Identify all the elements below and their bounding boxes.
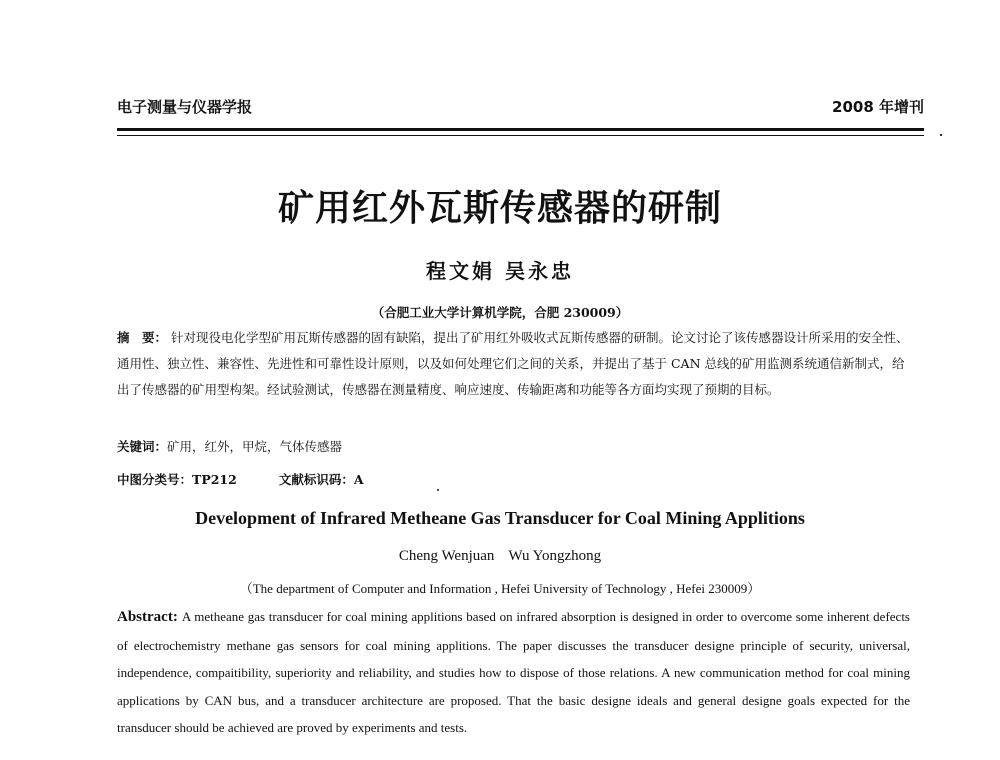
abstract-cn-text: 针对现役电化学型矿用瓦斯传感器的固有缺陷，提出了矿用红外吸收式瓦斯传感器的研制。论文讨论了该传感器设计所采用的安全性、通用性、独立性、兼容性、先进性和可靠性设计原则，以及如何处理它们之间的关系，并提出了基于 CAN 总线的矿用监测系统通信新制式，给出了传感器的矿用型构架。经试验测试，传感器在测量精度、响应速度、传输距离和功能等各方面均实现了预期的目标。 bbox=[117, 330, 909, 397]
issue-label: 2008 年增刊 bbox=[832, 98, 924, 116]
abstract-en-label: Abstract: bbox=[117, 609, 178, 625]
header-rule-thick bbox=[117, 128, 924, 131]
authors-cn: 程文娟 吴永忠 bbox=[426, 259, 574, 283]
header-rule-thin bbox=[117, 135, 924, 136]
affiliation-cn: （合肥工业大学计算机学院，合肥 230009） bbox=[371, 305, 629, 320]
author-en-2: Wu Yongzhong bbox=[508, 548, 602, 564]
doc-code-value: A bbox=[353, 472, 364, 487]
paper-title-en: Development of Infrared Metheane Gas Transducer for Coal Mining Applitions bbox=[195, 508, 805, 528]
author-en-1: Cheng Wenjuan bbox=[398, 548, 495, 564]
keywords-cn-text: 矿用，红外，甲烷，气体传感器 bbox=[167, 439, 343, 454]
clc-value: TP212 bbox=[192, 472, 237, 487]
paper-title-cn: 矿用红外瓦斯传感器的研制 bbox=[277, 188, 722, 229]
abstract-en-text: A metheane gas transducer for coal mining applitions based on infrared absorption is designed in order to overcome some inherent defects of electrochemistry methane gas sensors for coal mining applitions. The paper discusses the transducer designe principle of security, universal, independence, compaitibility, superiority and reliability, and studies how to dispose of those relations. A new communication method for coal mining applications by CAN bus, and a transducer architecture are proposed. That the basic designe ideals and general designe goals expected for the transducer should be achieved are proved by experiments and tests. bbox=[117, 609, 910, 735]
scan-speck bbox=[940, 134, 942, 136]
abstract-cn-label: 摘 要： bbox=[117, 330, 168, 345]
classification-line bbox=[117, 470, 364, 488]
keywords-cn bbox=[117, 437, 342, 455]
affiliation-en: （The department of Computer and Information , Hefei University of Technology , Hefei 230009） bbox=[239, 581, 761, 596]
abstract-cn bbox=[117, 325, 912, 403]
running-header bbox=[117, 96, 924, 120]
abstract-en bbox=[117, 603, 910, 742]
doc-code-label: 文献标识码： bbox=[278, 472, 354, 487]
clc-label: 中图分类号： bbox=[117, 472, 193, 487]
scan-speck bbox=[437, 489, 439, 491]
keywords-cn-label: 关键词： bbox=[117, 439, 168, 454]
journal-name: 电子测量与仪器学报 bbox=[117, 98, 253, 116]
authors-en bbox=[0, 548, 1000, 565]
